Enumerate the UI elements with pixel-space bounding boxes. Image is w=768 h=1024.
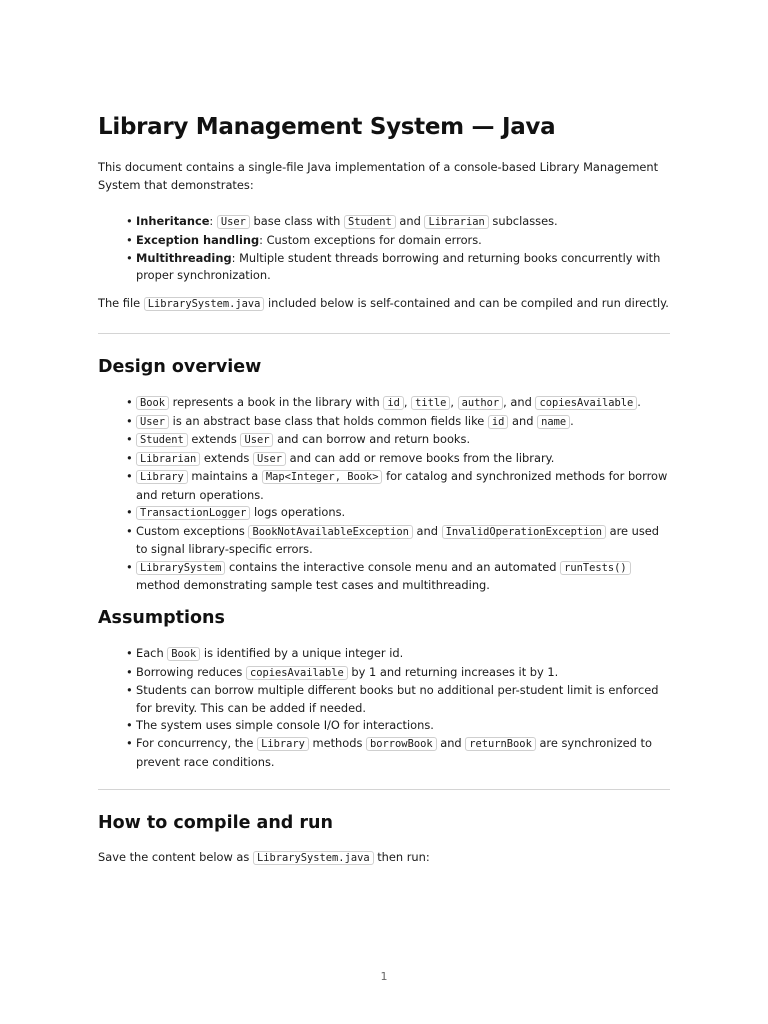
inline-code: Library xyxy=(136,470,188,484)
bullet-icon: • xyxy=(126,664,133,679)
inline-code: LibrarySystem.java xyxy=(253,851,374,865)
list-item: • Students can borrow multiple different books but no additional per-student limit is enforced for brevity. This can be added if needed. xyxy=(126,683,659,715)
list-item: • TransactionLogger logs operations. xyxy=(126,504,670,523)
inline-code: User xyxy=(217,215,250,229)
bullet-icon: • xyxy=(126,395,133,409)
design-list xyxy=(126,394,670,595)
inline-code: name xyxy=(537,415,570,429)
inline-code: returnBook xyxy=(465,737,536,751)
page-number: 1 xyxy=(380,970,388,983)
bullet-icon: • xyxy=(126,232,133,247)
list-item: • Multithreading: Multiple student threads borrowing and returning books concurrently with proper synchronization. xyxy=(126,250,661,282)
inline-code: runTests() xyxy=(560,561,631,575)
inline-code: Book xyxy=(136,396,169,410)
bullet-icon: • xyxy=(126,683,133,697)
section-divider xyxy=(98,333,670,334)
inline-code: LibrarySystem.java xyxy=(144,297,265,311)
inline-code: TransactionLogger xyxy=(136,506,250,520)
inline-code: Map<Integer, Book> xyxy=(262,470,383,484)
feature-label: Multithreading xyxy=(136,250,232,265)
list-item: • Custom exceptions BookNotAvailableException and InvalidOperationException are used to signal library-specific errors. xyxy=(126,523,660,556)
section-heading-compile: How to compile and run xyxy=(98,813,333,833)
bullet-icon: • xyxy=(126,736,133,750)
inline-code: User xyxy=(136,415,169,429)
inline-code: User xyxy=(240,433,273,447)
bullet-icon: • xyxy=(126,646,133,660)
intro-paragraph: This document contains a single-file Java implementation of a console-based Library Management System that demonstrates: xyxy=(98,160,659,192)
inline-code: Book xyxy=(167,647,200,661)
list-item: • Borrowing reduces copiesAvailable by 1 and returning increases it by 1. xyxy=(126,664,670,683)
section-divider xyxy=(98,789,670,790)
inline-code: User xyxy=(253,452,286,466)
bullet-icon: • xyxy=(126,469,133,483)
inline-code: id xyxy=(488,415,509,429)
list-item: • Library maintains a Map<Integer, Book> for catalog and synchronized methods for borrow and return operations. xyxy=(126,469,668,502)
file-note: The file LibrarySystem.java included below is self-contained and can be compiled and run directly. xyxy=(98,296,669,310)
inline-code: Librarian xyxy=(136,452,200,466)
bullet-icon: • xyxy=(126,523,133,538)
bullet-icon: • xyxy=(126,214,133,228)
inline-code: Student xyxy=(136,433,188,447)
features-list xyxy=(126,213,670,285)
inline-code: LibrarySystem xyxy=(136,561,225,575)
inline-code: borrowBook xyxy=(366,737,437,751)
bullet-icon: • xyxy=(126,450,133,465)
compile-instructions: Save the content below as LibrarySystem.java then run: xyxy=(98,850,430,864)
inline-code: title xyxy=(411,396,450,410)
bullet-icon: • xyxy=(126,250,133,265)
section-heading-assumptions: Assumptions xyxy=(98,608,225,628)
list-item: • User is an abstract base class that holds common fields like id and name . xyxy=(126,413,670,432)
list-item: • For concurrency, the Library methods borrowBook and returnBook are synchronized to prevent race conditions. xyxy=(126,736,652,769)
bullet-icon: • xyxy=(126,718,133,732)
inline-code: copiesAvailable xyxy=(535,396,637,410)
inline-code: Student xyxy=(344,215,396,229)
feature-label: Inheritance xyxy=(136,214,210,228)
bullet-icon: • xyxy=(126,559,133,574)
feature-label: Exception handling xyxy=(136,232,260,247)
section-heading-design: Design overview xyxy=(98,357,262,377)
inline-code: Librarian xyxy=(424,215,488,229)
inline-code: copiesAvailable xyxy=(246,666,348,680)
list-item: • The system uses simple console I/O for interactions. xyxy=(126,717,670,735)
list-item: • Each Book is identified by a unique integer id. xyxy=(126,645,670,664)
inline-code: InvalidOperationException xyxy=(442,525,606,539)
list-item: • Inheritance: User base class with Student and Librarian subclasses. xyxy=(126,213,670,232)
list-item: • Exception handling: Custom exceptions for domain errors. xyxy=(126,232,670,250)
list-item: • Book represents a book in the library with id , title , author , and copiesAvailable . xyxy=(126,394,670,413)
list-item: • LibrarySystem contains the interactive console menu and an automated runTests() method demonstrating sample test cases and multithreading. xyxy=(126,559,670,595)
bullet-icon: • xyxy=(126,413,133,428)
assumptions-list xyxy=(126,645,670,771)
bullet-icon: • xyxy=(126,505,133,519)
inline-code: author xyxy=(458,396,504,410)
list-item: • Student extends User and can borrow and return books. xyxy=(126,431,670,450)
inline-code: BookNotAvailableException xyxy=(248,525,412,539)
inline-code: id xyxy=(383,396,404,410)
bullet-icon: • xyxy=(126,432,133,446)
list-item: • Librarian extends User and can add or remove books from the library. xyxy=(126,450,670,469)
page-title: Library Management System — Java xyxy=(98,114,556,140)
inline-code: Library xyxy=(257,737,309,751)
